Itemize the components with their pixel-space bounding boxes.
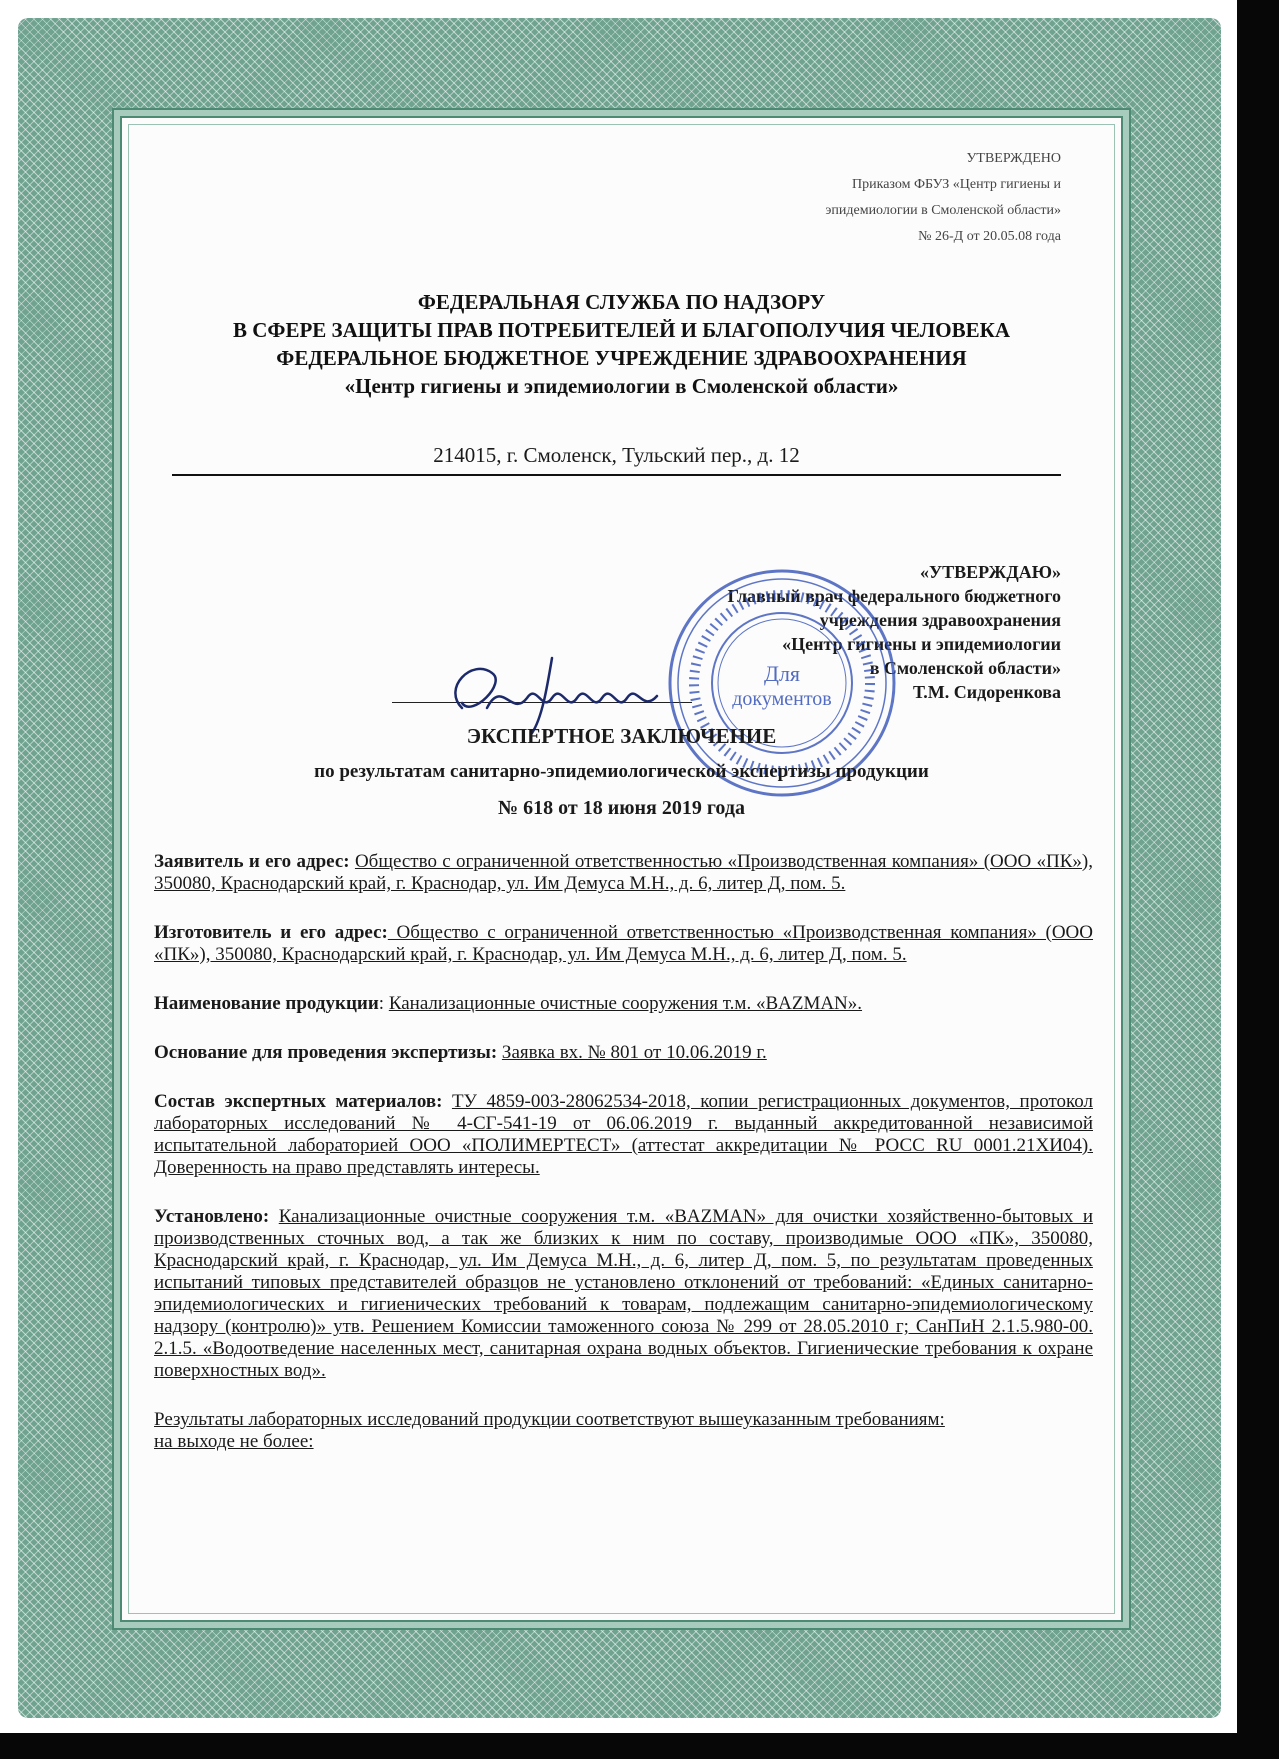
basis-section — [154, 1042, 1093, 1064]
established-value: Канализационные очистные сооружения т.м. «BAZMAN» для очистки хозяйственно-бытовых и производственных сточных вод, а так же близких к ним по составу, производимые ООО «ПК», 350080, Краснодарский край, г. Краснодар, ул. Им Демуса М.Н., д. 6, литер Д, пом. 5, по результатам проведенных испытаний типовых представителей образцов не установлено отклонений от требований: «Единых санитарно-эпидемиологических и гигиенических требований к товарам, подлежащим санитарно-эпидемиологическому надзору (контролю)» утв. Решением Комиссии таможенного союза № 299 от 28.05.2010 г; СанПиН 2.1.5.980-00. 2.1.5. «Водоотведение населенных мест, санитарная охрана водных объектов. Гигиенические требования к охране поверхностных вод». — [154, 1206, 1094, 1381]
approval-line-3: учреждения здравоохранения — [819, 610, 1061, 630]
materials-value: ТУ 4859-003-28062534-2018, копии регистрационных документов, протокол лабораторных исследований № 4-СГ-541-19 от 06.06.2019 г. выданный аккредитованной независимой испытательной лабораторией ООО «ПОЛИМЕРТЕСТ» (аттестат аккредитации № РОСС RU 0001.21ХИ04). Доверенность на право представлять интересы. — [154, 1091, 1093, 1178]
title-main: ЭКСПЕРТНОЕ ЗАКЛЮЧЕНИЕ — [466, 724, 777, 748]
established-label: Установлено: — [154, 1206, 270, 1227]
approved-top-line-1: УТВЕРЖДЕНО — [966, 151, 1061, 166]
title-subtitle: по результатам санитарно-эпидемиологической экспертизы продукции — [314, 761, 929, 782]
results-text: Результаты лабораторных исследований продукции соответствуют вышеуказанным требованиям: — [154, 1409, 945, 1430]
conclusion-body — [154, 851, 1093, 1453]
product-section — [154, 993, 1093, 1015]
organization-header — [142, 288, 1101, 400]
approval-line-2: Главный врач федерального бюджетного — [727, 586, 1061, 606]
organization-address: 214015, г. Смоленск, Тульский пер., д. 12 — [172, 443, 1061, 476]
approval-line-5: в Смоленской области» — [869, 658, 1061, 678]
approved-top-line-3: эпидемиологии в Смоленской области» — [825, 203, 1061, 218]
conclusion-title — [142, 718, 1101, 826]
approval-line-6: Т.М. Сидоренкова — [913, 682, 1061, 702]
product-label: Наименование продукции — [154, 993, 379, 1014]
results-section — [154, 1409, 1093, 1453]
seal-text-line-2: документов — [732, 688, 832, 710]
basis-label: Основание для проведения экспертизы: — [154, 1042, 498, 1063]
header-line-4: «Центр гигиены и эпидемиологии в Смоленской области» — [344, 374, 899, 398]
manufacturer-value: Общество с ограниченной ответственностью «Производственная компания» (ООО «ПК»), 350080, Краснодарский край, г. Краснодар, ул. Им Демуса М.Н., д. 6, литер Д, пом. 5. — [154, 922, 1094, 965]
approval-line-1: «УТВЕРЖДАЮ» — [919, 562, 1061, 582]
results-output-note: на выходе не более: — [154, 1431, 314, 1452]
materials-section — [154, 1091, 1093, 1179]
established-section — [154, 1206, 1093, 1382]
manufacturer-label: Изготовитель и его адрес: — [154, 922, 388, 943]
approval-line-4: «Центр гигиены и эпидемиологии — [782, 634, 1061, 654]
approved-top-line-2: Приказом ФБУЗ «Центр гигиены и — [852, 177, 1061, 192]
scan-edge-bottom — [0, 1733, 1279, 1759]
seal-text-line-1: Для — [763, 661, 801, 686]
scan-edge-right — [1237, 0, 1279, 1759]
materials-label: Состав экспертных материалов: — [154, 1091, 443, 1112]
document-page — [120, 116, 1123, 1622]
guilloche-border — [18, 18, 1221, 1718]
approval-order-note — [825, 146, 1061, 250]
product-value: Канализационные очистные сооружения т.м. «BAZMAN». — [388, 993, 863, 1014]
manufacturer-section — [154, 922, 1093, 966]
approved-top-line-4: № 26-Д от 20.05.08 года — [918, 229, 1061, 244]
title-number: № 618 от 18 июня 2019 года — [498, 797, 745, 819]
header-line-3: ФЕДЕРАЛЬНОЕ БЮДЖЕТНОЕ УЧРЕЖДЕНИЕ ЗДРАВООХРАНЕНИЯ — [276, 346, 967, 370]
header-line-2: В СФЕРЕ ЗАЩИТЫ ПРАВ ПОТРЕБИТЕЛЕЙ И БЛАГОПОЛУЧИЯ ЧЕЛОВЕКА — [233, 318, 1010, 342]
header-line-1: ФЕДЕРАЛЬНАЯ СЛУЖБА ПО НАДЗОРУ — [417, 290, 826, 314]
applicant-value: Общество с ограниченной ответственностью «Производственная компания» (ООО «ПК»), 350080, Краснодарский край, г. Краснодар, ул. Им Демуса М.Н., д. 6, литер Д, пом. 5. — [154, 851, 1093, 894]
basis-value: Заявка вх. № 801 от 10.06.2019 г. — [501, 1042, 767, 1063]
product-separator: : — [378, 993, 389, 1014]
applicant-label: Заявитель и его адрес: — [154, 851, 350, 872]
applicant-section — [154, 851, 1093, 895]
